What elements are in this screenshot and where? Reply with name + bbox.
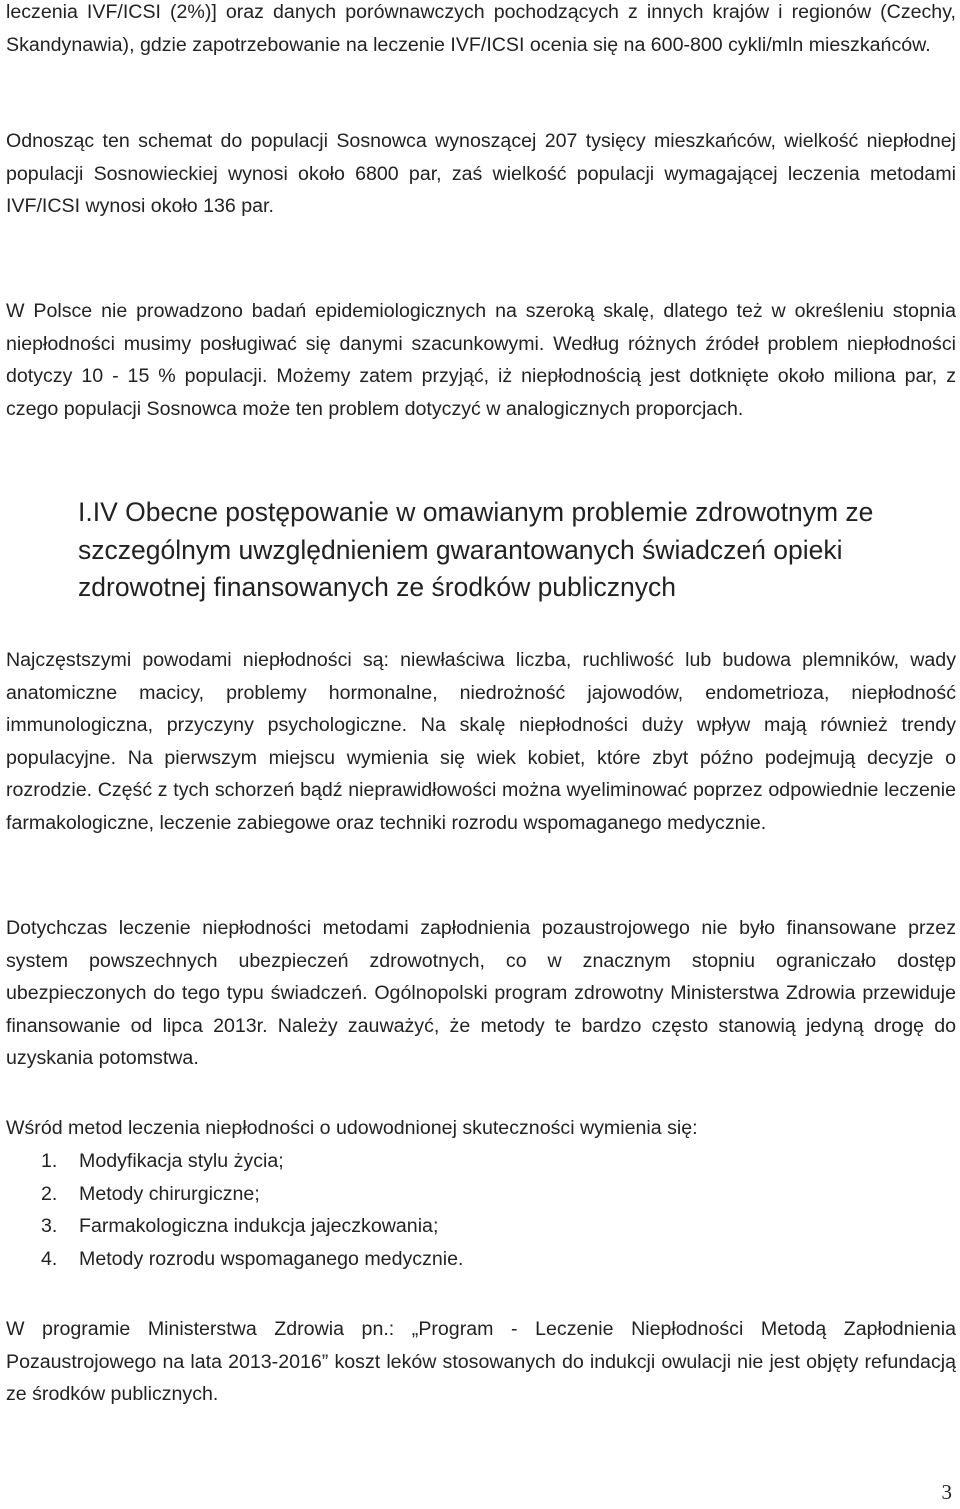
list-item: 3. Farmakologiczna indukcja jajeczkowania; [41,1215,439,1238]
section-heading: I.IV Obecne postępowanie w omawianym problemie zdrowotnym ze szczególnym uwzględnieniem gwarantowanych świadczeń opieki zdrowotnej finansowanych ze środków publicznych [78,497,874,603]
paragraph-funding-history: Dotychczas leczenie niepłodności metodami zapłodnienia pozaustrojowego nie było finansowane przez system powszechnych ubezpieczeń zdrowotnych, co w znacznym stopniu ograniczało dostęp ubezpieczonych do tego typu świadczeń. Ogólnopolski program zdrowotny Ministerstwa Zdrowia przewiduje finansowanie od lipca 2013r. Należy zauważyć, że metody te bardzo często stanowią jedyną drogę do uzyskania potomstwa. [6,917,956,1070]
paragraph-infertility-causes: Najczęstszymi powodami niepłodności są: niewłaściwa liczba, ruchliwość lub budowa plemników, wady anatomiczne macicy, problemy hormonalne, niedrożność jajowodów, endometrioza, niepłodność immunologiczna, przyczyny psychologiczne. Na skalę niepłodności duży wpływ mają również trendy populacyjne. Na pierwszym miejscu wymienia się wiek kobiet, które zbyt późno podejmują decyzje o rozrodzie. Część z tych schorzeń bądź nieprawidłowości można wyeliminować poprzez odpowiednie leczenie farmakologiczne, leczenie zabiegowe oraz techniki rozrodu wspomaganego medycznie. [6,649,956,834]
list-item: 4. Metody rozrodu wspomaganego medycznie. [41,1247,464,1270]
treatment-methods-list [6,1145,463,1275]
paragraph-methods-intro: Wśród metod leczenia niepłodności o udowodnionej skuteczności wymienia się: [6,1117,698,1139]
list-item: 1. Modyfikacja stylu życia; [41,1150,284,1172]
paragraph-sosnowiec-population: Odnosząc ten schemat do populacji Sosnowca wynoszącej 207 tysięcy mieszkańców, wielkość niepłodnej populacji Sosnowieckiej wynosi około 6800 par, zaś wielkość populacji wymagającej leczenia metodami IVF/ICSI wynosi około 136 par. [6,130,956,218]
paragraph-poland-epidemiology: W Polsce nie prowadzono badań epidemiologicznych na szeroką skalę, dlatego też w określeniu stopnia niepłodności musimy posługiwać się danymi szacunkowymi. Według różnych źródeł problem niepłodności dotyczy 10 - 15 % populacji. Możemy zatem przyjąć, iż niepłodnością jest dotknięte około miliona par, z czego populacji Sosnowca może ten problem dotyczyć w analogicznych proporcjach. [6,300,956,420]
list-item: 2. Metody chirurgiczne; [41,1182,260,1205]
paragraph-ministry-program: W programie Ministerstwa Zdrowia pn.: „Program - Leczenie Niepłodności Metodą Zapłodnienia Pozaustrojowego na lata 2013-2016” koszt leków stosowanych do indukcji owulacji nie jest objęty refundacją ze środków publicznych. [6,1318,956,1406]
page-number: 3 [941,1480,952,1504]
paragraph-ivf-demand: leczenia IVF/ICSI (2%)] oraz danych porównawczych pochodzących z innych krajów i regionów (Czechy, Skandynawia), gdzie zapotrzebowanie na leczenie IVF/ICSI ocenia się na 600-800 cykli/mln mieszkańców. [6,1,956,56]
